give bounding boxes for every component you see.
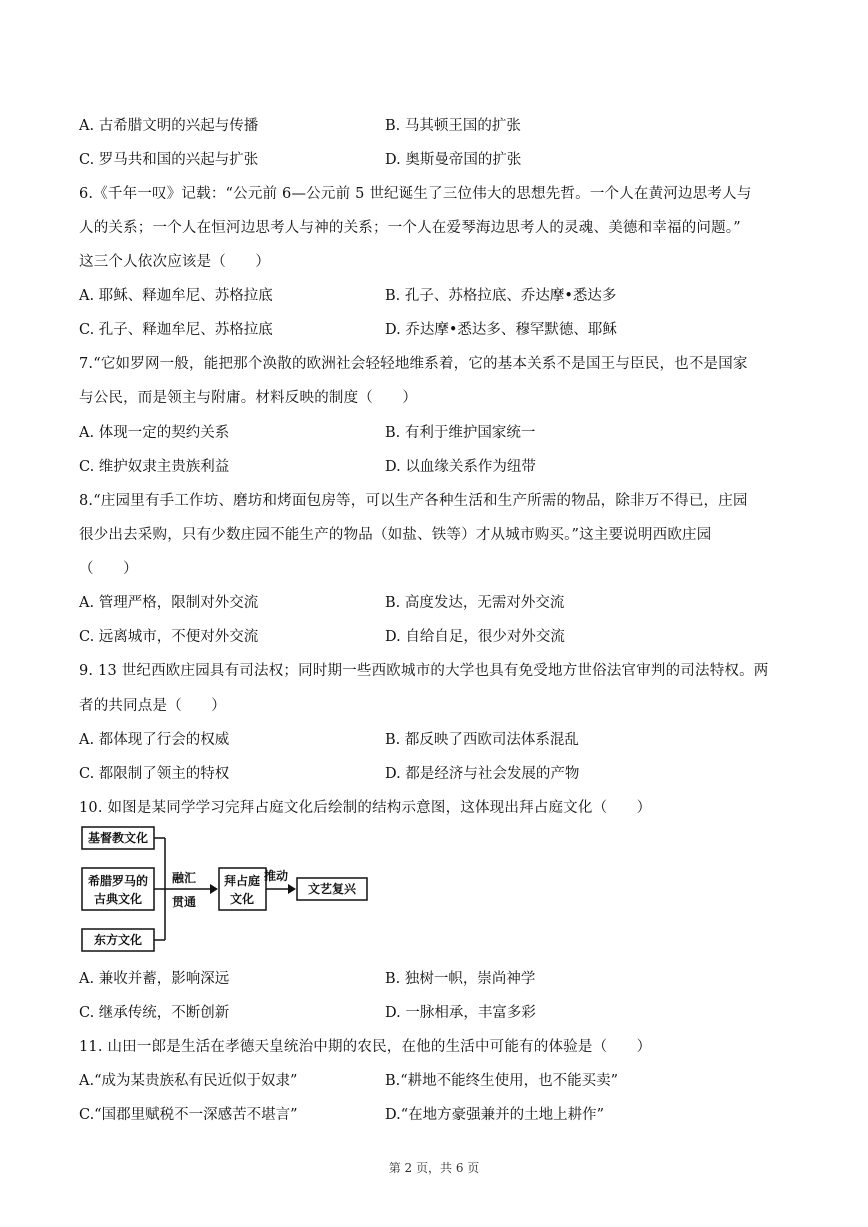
q9-option-b: B. 都反映了西欧司法体系混乱 — [385, 732, 579, 748]
box-byzantine-label-1: 拜占庭 — [223, 874, 261, 888]
q5-option-b: B. 马其顿王国的扩张 — [385, 118, 521, 134]
box-renaissance-label: 文艺复兴 — [307, 882, 357, 896]
q7-stem-line1: 7.“它如罗网一般，能把那个涣散的欧洲社会轻轻地维系着，它的基本关系不是国王与臣民，也不是国家 — [79, 356, 748, 372]
box-greco-roman-label-2: 古典文化 — [93, 892, 143, 906]
label-merge-2: 贯通 — [171, 895, 197, 909]
q8-stem-line1: 8.“庄园里有手工作坊、磨坊和烤面包房等，可以生产各种生活和生产所需的物品，除非万不得已，庄园 — [79, 493, 748, 509]
q9-option-d: D. 都是经济与社会发展的产物 — [385, 766, 580, 782]
q8-stem-line3: （ ） — [79, 561, 138, 577]
q10-option-b: B. 独树一帜，崇尚神学 — [385, 971, 536, 987]
q11-option-c: C.“国郡里赋税不一深感苦不堪言” — [79, 1107, 298, 1123]
q9-option-c: C. 都限制了领主的特权 — [79, 766, 230, 782]
q8-option-b: B. 高度发达，无需对外交流 — [385, 595, 565, 611]
arrow-to-byzantine — [210, 884, 218, 894]
q6-stem-line1: 6.《千年一叹》记载：“公元前 6—公元前 5 世纪诞生了三位伟大的思想先哲。一个人在黄河边思考人与 — [79, 186, 752, 202]
q8-stem-line2: 很少出去采购，只有少数庄园不能生产的物品（如盐、铁等）才从城市购买。”这主要说明西欧庄园 — [79, 527, 712, 543]
q11-option-a: A.“成为某贵族私有民近似于奴隶” — [79, 1073, 298, 1089]
box-greco-roman-label-1: 希腊罗马的 — [87, 874, 149, 888]
q6-option-a: A. 耶稣、释迦牟尼、苏格拉底 — [79, 288, 273, 304]
q10-stem-line1: 10. 如图是某同学学习完拜占庭文化后绘制的结构示意图，这体现出拜占庭文化（ ） — [79, 800, 652, 816]
q11-option-b: B.“耕地不能终生使用，也不能买卖” — [385, 1073, 619, 1089]
q10-option-d: D. 一脉相承，丰富多彩 — [385, 1005, 536, 1021]
q5-option-a: A. 古希腊文明的兴起与传播 — [79, 118, 259, 134]
q7-option-b: B. 有利于维护国家统一 — [385, 425, 536, 441]
q8-option-c: C. 远离城市，不便对外交流 — [79, 629, 259, 645]
page-footer: 第 2 页，共 6 页 — [388, 1161, 480, 1175]
q8-option-a: A. 管理严格，限制对外交流 — [79, 595, 259, 611]
byzantine-culture-diagram — [76, 822, 376, 954]
q5-option-d: D. 奥斯曼帝国的扩张 — [385, 152, 522, 168]
q7-option-a: A. 体现一定的契约关系 — [79, 425, 230, 441]
q6-stem-line2: 人的关系；一个人在恒河边思考人与神的关系；一个人在爱琴海边思考人的灵魂、美德和幸福的问题。” — [79, 220, 741, 236]
q6-stem-line3: 这三个人依次应该是（ ） — [79, 254, 271, 270]
q7-option-c: C. 维护奴隶主贵族利益 — [79, 459, 230, 475]
q5-option-c: C. 罗马共和国的兴起与扩张 — [79, 152, 259, 168]
q6-option-d: D. 乔达摩•悉达多、穆罕默德、耶稣 — [385, 322, 617, 338]
q8-option-d: D. 自给自足，很少对外交流 — [385, 629, 565, 645]
q7-option-d: D. 以血缘关系作为纽带 — [385, 459, 536, 475]
box-eastern-culture-label: 东方文化 — [93, 933, 143, 947]
q10-option-a: A. 兼收并蓄，影响深远 — [79, 971, 230, 987]
label-promote: 推动 — [263, 869, 289, 883]
q11-option-d: D.“在地方豪强兼并的土地上耕作” — [385, 1107, 605, 1123]
q7-stem-line2: 与公民，而是领主与附庸。材料反映的制度（ ） — [79, 390, 418, 406]
box-byzantine-label-2: 文化 — [229, 892, 255, 906]
q11-stem-line1: 11. 山田一郎是生活在孝德天皇统治中期的农民，在他的生活中可能有的体验是（ ） — [79, 1039, 652, 1055]
box-christian-culture-label: 基督教文化 — [87, 831, 149, 845]
q6-option-c: C. 孔子、释迦牟尼、苏格拉底 — [79, 322, 273, 338]
q9-stem-line1: 9. 13 世纪西欧庄园具有司法权；同时期一些西欧城市的大学也具有免受地方世俗法官审判的司法特权。两 — [79, 663, 769, 679]
q10-option-c: C. 继承传统，不断创新 — [79, 1005, 230, 1021]
q9-stem-line2: 者的共同点是（ ） — [79, 698, 226, 714]
label-merge-1: 融汇 — [171, 871, 197, 885]
q6-option-b: B. 孔子、苏格拉底、乔达摩•悉达多 — [385, 288, 617, 304]
arrow-to-renaissance — [288, 884, 296, 894]
q9-option-a: A. 都体现了行会的权威 — [79, 732, 230, 748]
